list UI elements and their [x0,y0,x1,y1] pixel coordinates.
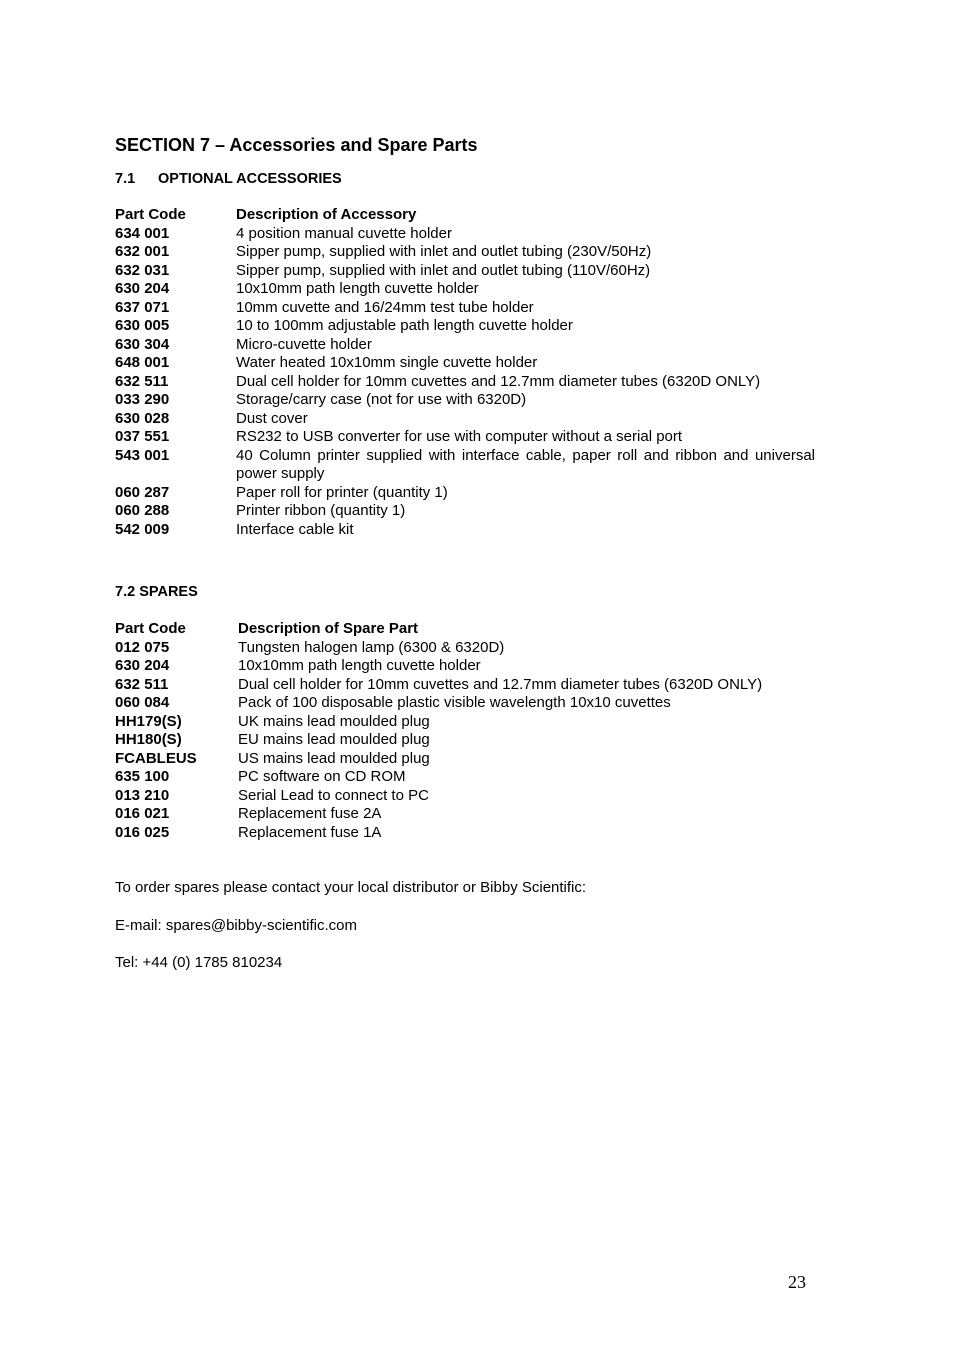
part-code: 637 071 [115,298,170,316]
contact-intro: To order spares please contact your local distributor or Bibby Scientific: [115,879,587,896]
part-description: Replacement fuse 2A [238,805,382,822]
part-description: Serial Lead to connect to PC [238,786,429,804]
spares-heading [115,582,815,602]
part-code: 632 031 [115,261,170,279]
part-code: 013 210 [115,786,170,804]
table-row [115,484,815,503]
accessories-col-desc: Description of Accessory [236,206,417,223]
contact-tel: Tel: +44 (0) 1785 810234 [115,954,283,971]
spares-header-row [115,620,815,639]
part-code: HH180(S) [115,731,182,748]
table-row [115,391,815,410]
part-code: 543 001 [115,446,170,464]
table-row [115,502,815,521]
table-row [115,354,815,373]
part-description: PC software on CD ROM [238,768,406,785]
document-page [115,133,815,973]
part-description: 40 Column printer supplied with interface cable, paper roll and ribbon and universal power supply [236,446,815,482]
part-description: 10mm cuvette and 16/24mm test tube holder [236,298,534,316]
spares-rows [115,639,815,843]
table-row [115,694,815,713]
table-row [115,447,815,484]
spares-title: SPARES [139,584,198,600]
table-row [115,373,815,392]
part-code: 648 001 [115,354,170,371]
part-description: 4 position manual cuvette holder [236,224,452,242]
part-description: RS232 to USB converter for use with computer without a serial port [236,428,683,445]
part-description: Storage/carry case (not for use with 6320D) [236,391,527,408]
part-code: 060 288 [115,502,170,519]
page-number: 23 [788,1272,806,1292]
part-code: 630 304 [115,335,170,353]
part-description: Tungsten halogen lamp (6300 & 6320D) [238,638,505,656]
table-row [115,787,815,806]
part-code: 012 075 [115,638,170,656]
table-row [115,713,815,732]
spares-col-code: Part Code [115,620,186,637]
part-description: Replacement fuse 1A [238,823,382,841]
part-description: 10 to 100mm adjustable path length cuvette holder [236,317,573,334]
part-code: 016 025 [115,823,170,841]
part-description: Water heated 10x10mm single cuvette holder [236,354,538,371]
part-code: 635 100 [115,768,170,785]
accessories-table [115,206,815,539]
part-description: Printer ribbon (quantity 1) [236,502,406,519]
part-description: Sipper pump, supplied with inlet and outlet tubing (110V/60Hz) [236,261,651,279]
table-row [115,225,815,244]
part-code: 632 511 [115,675,169,693]
part-code: 630 204 [115,657,170,674]
spares-col-desc: Description of Spare Part [238,620,419,637]
part-code: 033 290 [115,391,170,408]
table-row [115,657,815,676]
part-description: Dual cell holder for 10mm cuvettes and 12.7mm diameter tubes (6320D ONLY) [236,372,761,390]
accessories-heading [115,169,815,189]
part-code: 037 551 [115,428,170,445]
table-row [115,317,815,336]
part-code: 634 001 [115,224,170,242]
part-code: 630 204 [115,280,170,297]
part-code: 632 001 [115,243,170,260]
accessories-col-code: Part Code [115,206,186,223]
part-code: HH179(S) [115,712,182,730]
part-code: 630 028 [115,409,170,427]
table-row [115,676,815,695]
table-row [115,299,815,318]
accessories-rows [115,225,815,540]
part-description: Dual cell holder for 10mm cuvettes and 12.7mm diameter tubes (6320D ONLY) [238,675,763,693]
spares-number: 7.2 [115,584,136,600]
section-title: SECTION 7 – Accessories and Spare Parts [115,135,478,155]
table-row [115,768,815,787]
part-description: EU mains lead moulded plug [238,731,430,748]
part-code: 630 005 [115,317,170,334]
table-row [115,280,815,299]
table-row [115,805,815,824]
part-description: Dust cover [236,409,308,427]
table-row [115,750,815,769]
part-description: Paper roll for printer (quantity 1) [236,483,448,501]
table-row [115,521,815,540]
table-row [115,243,815,262]
part-code: FCABLEUS [115,749,197,767]
table-row [115,428,815,447]
table-row [115,731,815,750]
part-description: Pack of 100 disposable plastic visible wavelength 10x10 cuvettes [238,694,671,711]
table-row [115,262,815,281]
part-description: UK mains lead moulded plug [238,712,430,730]
accessories-title: OPTIONAL ACCESSORIES [158,171,342,187]
spares-table [115,620,815,842]
table-row [115,639,815,658]
accessories-header-row [115,206,815,225]
table-row [115,410,815,429]
part-code: 542 009 [115,520,170,538]
part-description: 10x10mm path length cuvette holder [238,657,481,674]
part-description: Sipper pump, supplied with inlet and outlet tubing (230V/50Hz) [236,243,652,260]
part-code: 060 287 [115,483,170,501]
table-row [115,336,815,355]
part-code: 016 021 [115,805,170,822]
part-description: Micro-cuvette holder [236,335,372,353]
accessories-number: 7.1 [115,171,136,187]
part-description: 10x10mm path length cuvette holder [236,280,479,297]
part-description: Interface cable kit [236,520,354,538]
part-code: 060 084 [115,694,170,711]
part-code: 632 511 [115,372,169,390]
part-description: US mains lead moulded plug [238,749,430,767]
contact-email: E-mail: spares@bibby-scientific.com [115,916,357,934]
table-row [115,824,815,843]
